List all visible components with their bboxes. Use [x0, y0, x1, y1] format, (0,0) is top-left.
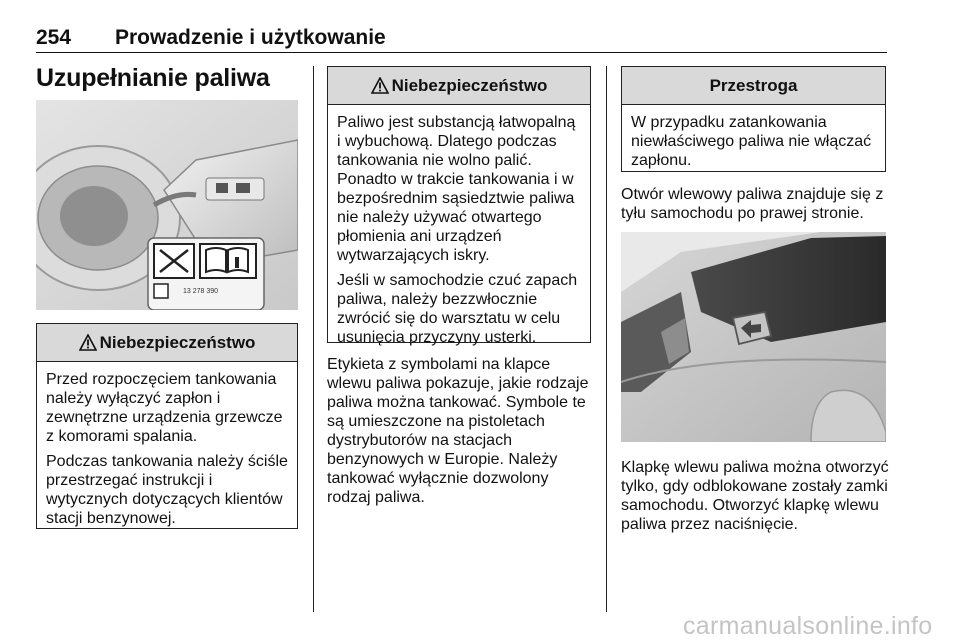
warning-box-2-paragraph-2: Jeśli w samochodzie czuć zapach paliwa, należy bezzwłocznie zwrócić się do warsztatu w celu usunięcia przyczyny usterki. — [337, 272, 578, 346]
warning-box-2-body — [328, 105, 590, 347]
column-divider-right — [606, 66, 607, 612]
fuel-door-illustration — [36, 100, 298, 310]
warning-box-2 — [327, 66, 591, 346]
caution-box-body — [622, 105, 885, 170]
fuel-label-paragraph: Etykieta z symbolami na klapce wlewu paliwa pokazuje, jakie rodzaje paliwa można tankować. Symbole te są umieszczone na pistoletach dystrybutorów na stacjach benzynowych w Europie. Należy tankować wyłącznie dozwolony rodzaj paliwa. — [327, 356, 589, 506]
warning-box-1-heading — [37, 324, 297, 362]
fuel-door-figure — [36, 100, 298, 310]
page-header — [36, 26, 887, 53]
caution-box-text: W przypadku zatankowania niewłaściwego paliwa nie włączać zapłonu. — [631, 114, 872, 169]
chapter-title: Prowadzenie i użytkowanie — [115, 26, 386, 49]
warning-box-1-title: Niebezpieczeństwo — [99, 332, 256, 352]
warning-box-1-paragraph-2: Podczas tankowania należy ściśle przestrzegać instrukcji i wytycznych dotyczących klientów stacji benzynowej. — [46, 453, 288, 527]
warning-box-1-body — [37, 362, 297, 528]
caution-box-heading — [622, 67, 885, 105]
caution-box-title: Przestroga — [709, 75, 798, 95]
warning-triangle-icon — [371, 77, 389, 94]
warning-triangle-icon — [79, 334, 97, 351]
figure-code: 13 278 390 — [183, 288, 219, 295]
fuel-door-open-paragraph: Klapkę wlewu paliwa można otworzyć tylko, gdy odblokowane zostały zamki samochodu. Otworzyć klapkę wlewu paliwa przez naciśnięcie. — [621, 459, 889, 533]
car-rear-illustration — [621, 232, 886, 442]
page-number: 254 — [36, 26, 72, 49]
warning-box-1-paragraph-1: Przed rozpoczęciem tankowania należy wyłączyć zapłon i zewnętrzne urządzenia grzewcze z komorami spalania. — [46, 371, 283, 445]
car-rear-figure — [621, 232, 886, 442]
column-divider-left — [313, 66, 314, 612]
watermark: carmanualsonline.info — [683, 612, 933, 640]
warning-box-2-heading — [328, 67, 590, 105]
warning-box-2-paragraph-1: Paliwo jest substancją łatwopalną i wybuchową. Dlatego podczas tankowania nie wolno palić. Ponadto w trakcie tankowania i w bezpośrednim sąsiedztwie paliwa nie należy używać otwartego płomienia ani urządzeń wytwarzających iskry. — [337, 114, 576, 264]
warning-box-1 — [36, 323, 298, 529]
caution-box — [621, 66, 886, 172]
filler-location-paragraph: Otwór wlewowy paliwa znajduje się z tyłu samochodu po prawej stronie. — [621, 186, 884, 222]
section-title: Uzupełnianie paliwa — [36, 64, 270, 92]
warning-box-2-title: Niebezpieczeństwo — [391, 75, 548, 95]
